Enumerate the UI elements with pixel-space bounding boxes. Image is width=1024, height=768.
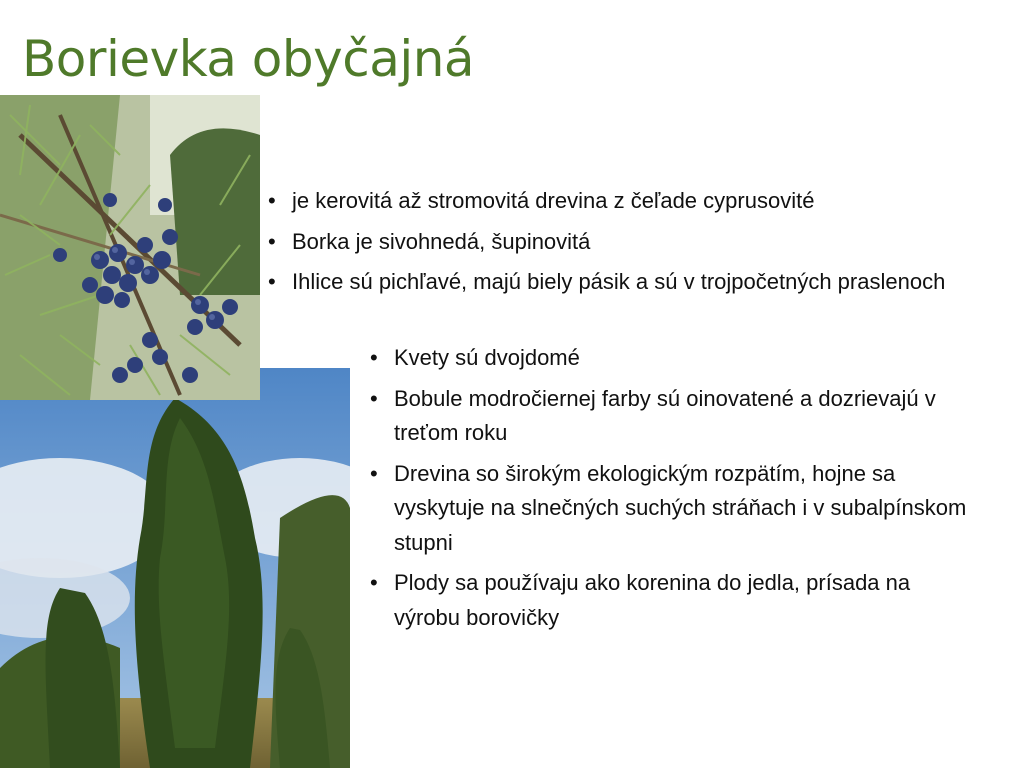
list-item: • Drevina so širokým ekologickým rozpätím, hojne sa vyskytuje na slnečných suchých stráňach i v subalpínskom stupni [368, 457, 978, 561]
list-item: • Bobule modročiernej farby sú oinovatené a dozrievajú v treťom roku [368, 382, 978, 451]
slide-title: Borievka obyčajná [22, 30, 475, 88]
bullet-list-top [266, 184, 966, 306]
juniper-berries-photo [0, 95, 260, 400]
list-item: • Ihlice sú pichľavé, majú biely pásik a sú v trojpočetných praslenoch [266, 265, 966, 300]
list-item: • Plody sa používaju ako korenina do jedla, prísada na výrobu borovičky [368, 566, 978, 635]
list-item: • Kvety sú dvojdomé [368, 341, 978, 376]
juniper-tree-photo [0, 368, 350, 768]
list-item: • je kerovitá až stromovitá drevina z čeľade cyprusovité [266, 184, 966, 219]
bullet-list-bottom [368, 341, 978, 641]
list-item: • Borka je sivohnedá, šupinovitá [266, 225, 966, 260]
